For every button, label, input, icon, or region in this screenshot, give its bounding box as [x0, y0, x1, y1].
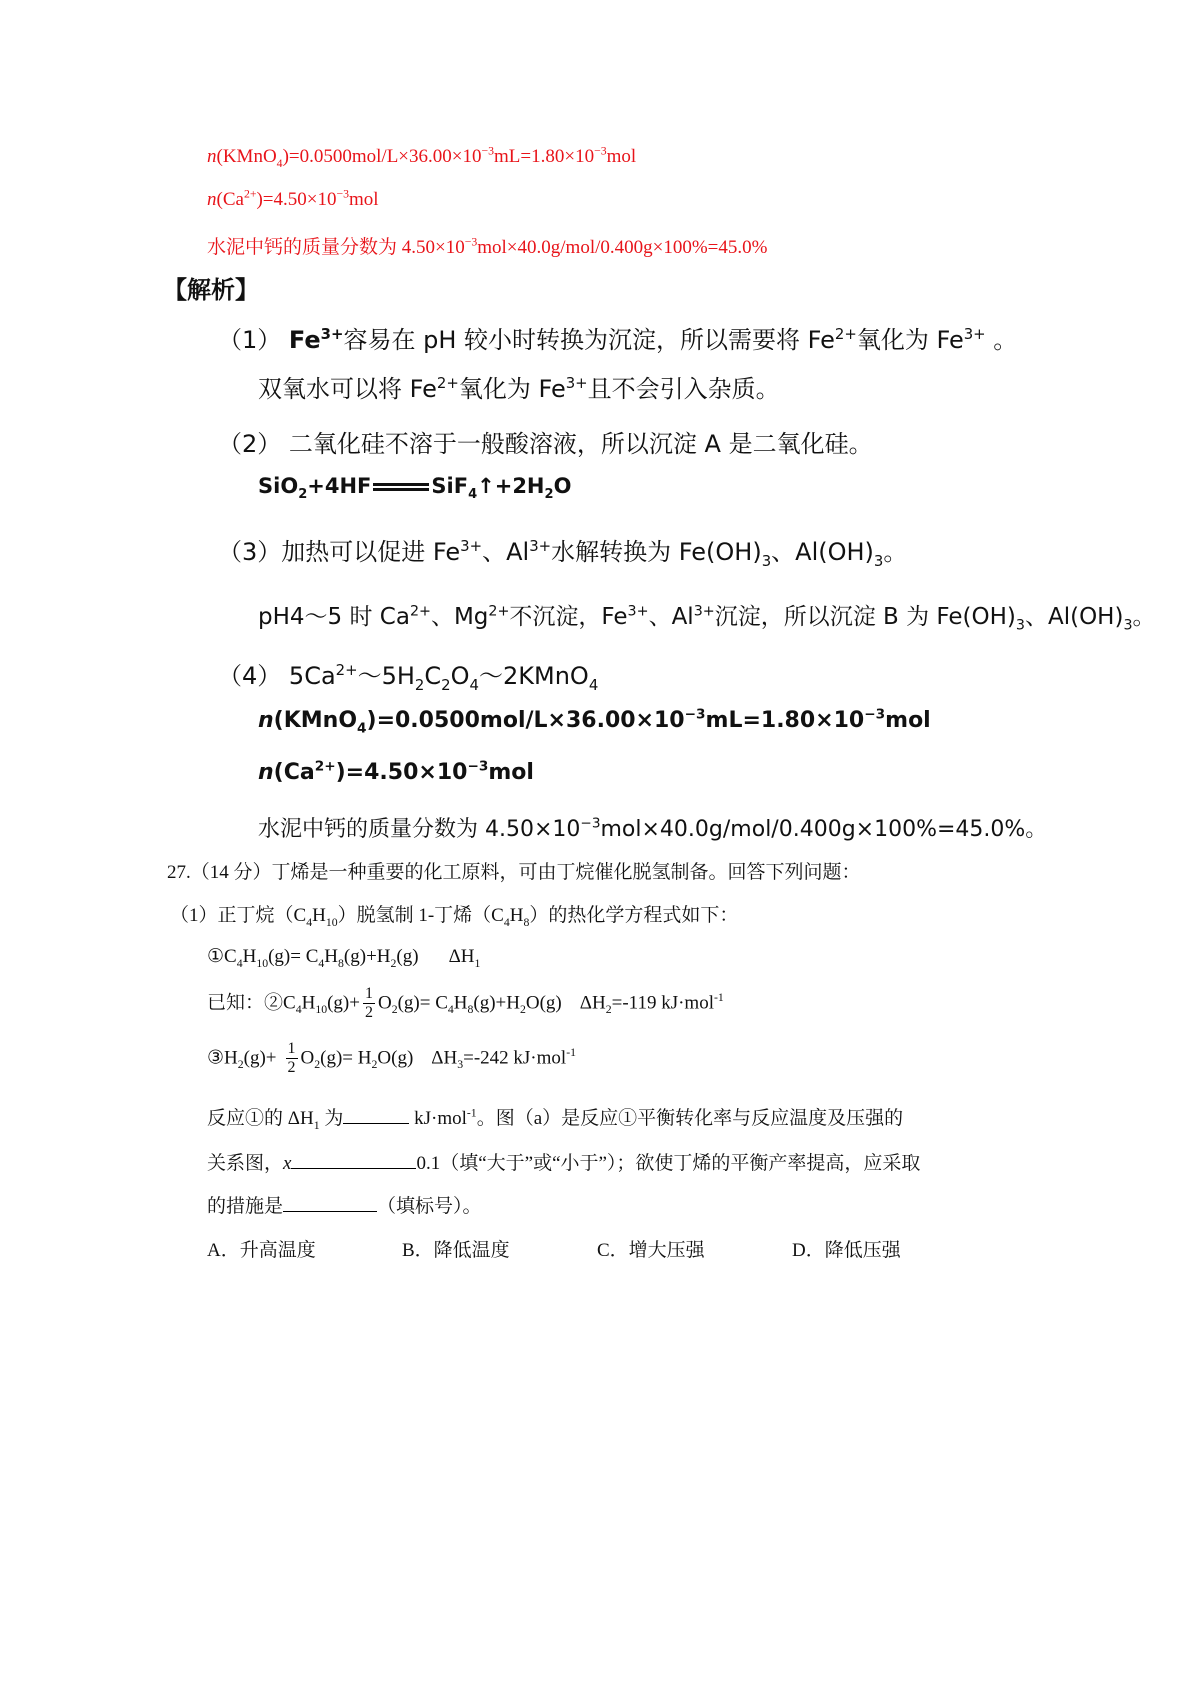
equation-3: $③H_2(g)+$ $\frac{1}{2}$ $O_2(g)= H_2O(g)$ $\Delta H_3=-242$ kJ·mol$^{-1}$: [207, 1040, 577, 1077]
analysis-point-2: （2） 二氧化硅不溶于一般酸溶液，所以沉淀 A 是二氧化硅。: [218, 430, 873, 458]
analysis-reaction-sio2: SiO$_2$+4HF $SiF_4↑+2H_2O$: [258, 474, 572, 503]
fraction-half: $\frac{1}{2}$: [287, 1040, 296, 1077]
option-a[interactable]: A．升高温度: [207, 1240, 316, 1261]
question-27-title: 27.（14 分）丁烯是一种重要的化工原料，可由丁烷催化脱氢制备。回答下列问题：: [167, 862, 861, 883]
fraction-half: $\frac{1}{2}$: [364, 985, 373, 1022]
option-b[interactable]: B．降低温度: [402, 1240, 510, 1261]
equation-1: $①C_4H_{10}(g)= C_4H_8(g)+H_2(g)$ $\Delta H_1$: [207, 946, 481, 970]
analysis-point-3b: pH4～5 时 $Ca^{2+}$、$Mg^{2+}$不沉淀，$Fe^{3+}$、$Al^{3+}$沉淀，所以沉淀 B 为 $Fe(OH)_3$、$Al(OH)_3$。: [258, 603, 1156, 634]
answer-blank-measure[interactable]: [283, 1210, 377, 1212]
analysis-kmno4-line: $n(KMnO_4)=0.0500mol/L\times 36.00\times 10^{-3}mL=1.80\times 10^{-3}mol$: [258, 706, 931, 737]
answer-blank-x[interactable]: [291, 1167, 416, 1169]
question-text-line-3: 的措施是 （填标号）。: [207, 1196, 482, 1217]
analysis-heading: 【解析】: [163, 276, 259, 304]
answer-mass-fraction-line: 水泥中钙的质量分数为 $4.50\times 10^{-3}mol\times 40.0g/mol/0.400g\times 100\%=45.0\%$: [207, 235, 768, 258]
analysis-ca-line: $n(Ca^{2+})=4.50\times 10^{-3}mol$: [258, 758, 534, 785]
answer-blank-dh1[interactable]: [343, 1122, 409, 1124]
equals-sign-icon: [373, 483, 429, 491]
question-27-part-1: （1）正丁烷$(C_4H_{10})$脱氢制 1-丁烯$(C_4H_8)$的热化学方程式如下：: [170, 905, 739, 929]
analysis-point-3: （3）加热可以促进 $Fe^{3+}$、$Al^{3+}$水解转换为 $Fe(OH)_3$、$Al(OH)_3$。: [218, 537, 908, 570]
option-d[interactable]: D．降低压强: [792, 1240, 901, 1261]
analysis-mass-fraction-line: 水泥中钙的质量分数为 $4.50\times 10^{-3}mol\times 40.0g/mol/0.400g\times 100\%=45.0\%$。: [258, 815, 1048, 842]
option-c[interactable]: C．增大压强: [597, 1240, 705, 1261]
analysis-point-4: （4） $5Ca^{2+}\sim 5H_2C_2O_4\sim 2KMnO_4$: [218, 661, 599, 694]
answer-kmno4-line: $n(KMnO_4)=0.0500mol/L\times 36.00\times 10^{-3}mL=1.80\times 10^{-3}mol$: [207, 144, 637, 170]
analysis-point-1b: 双氧水可以将 $Fe^{2+}$氧化为 $Fe^{3+}$且不会引入杂质。: [258, 374, 780, 403]
question-text-line-2: 关系图，x 0.1（填“大于”或“小于”）；欲使丁烯的平衡产率提高，应采取: [207, 1153, 921, 1174]
question-text-line-1: 反应①的 $\Delta H_1$ 为 kJ·mol$^{-1}$。图（a）是反应①平衡转化率与反应温度及压强的: [207, 1106, 904, 1132]
answer-ca-line: $n(Ca^{2+})=4.50\times 10^{-3}mol$: [207, 187, 379, 210]
equation-2: 已知：$②C_4H_{10}(g)+$ $\frac{1}{2}$ $O_2(g)= C_4H_8(g)+H_2O(g)$ $\Delta H_2=-119$ kJ·mol$^{-1}$: [207, 985, 724, 1022]
analysis-point-1: （1） $Fe^{3+}$容易在 pH 较小时转换为沉淀，所以需要将 $Fe^{2+}$氧化为 $Fe^{3+}$ 。: [218, 325, 1018, 354]
